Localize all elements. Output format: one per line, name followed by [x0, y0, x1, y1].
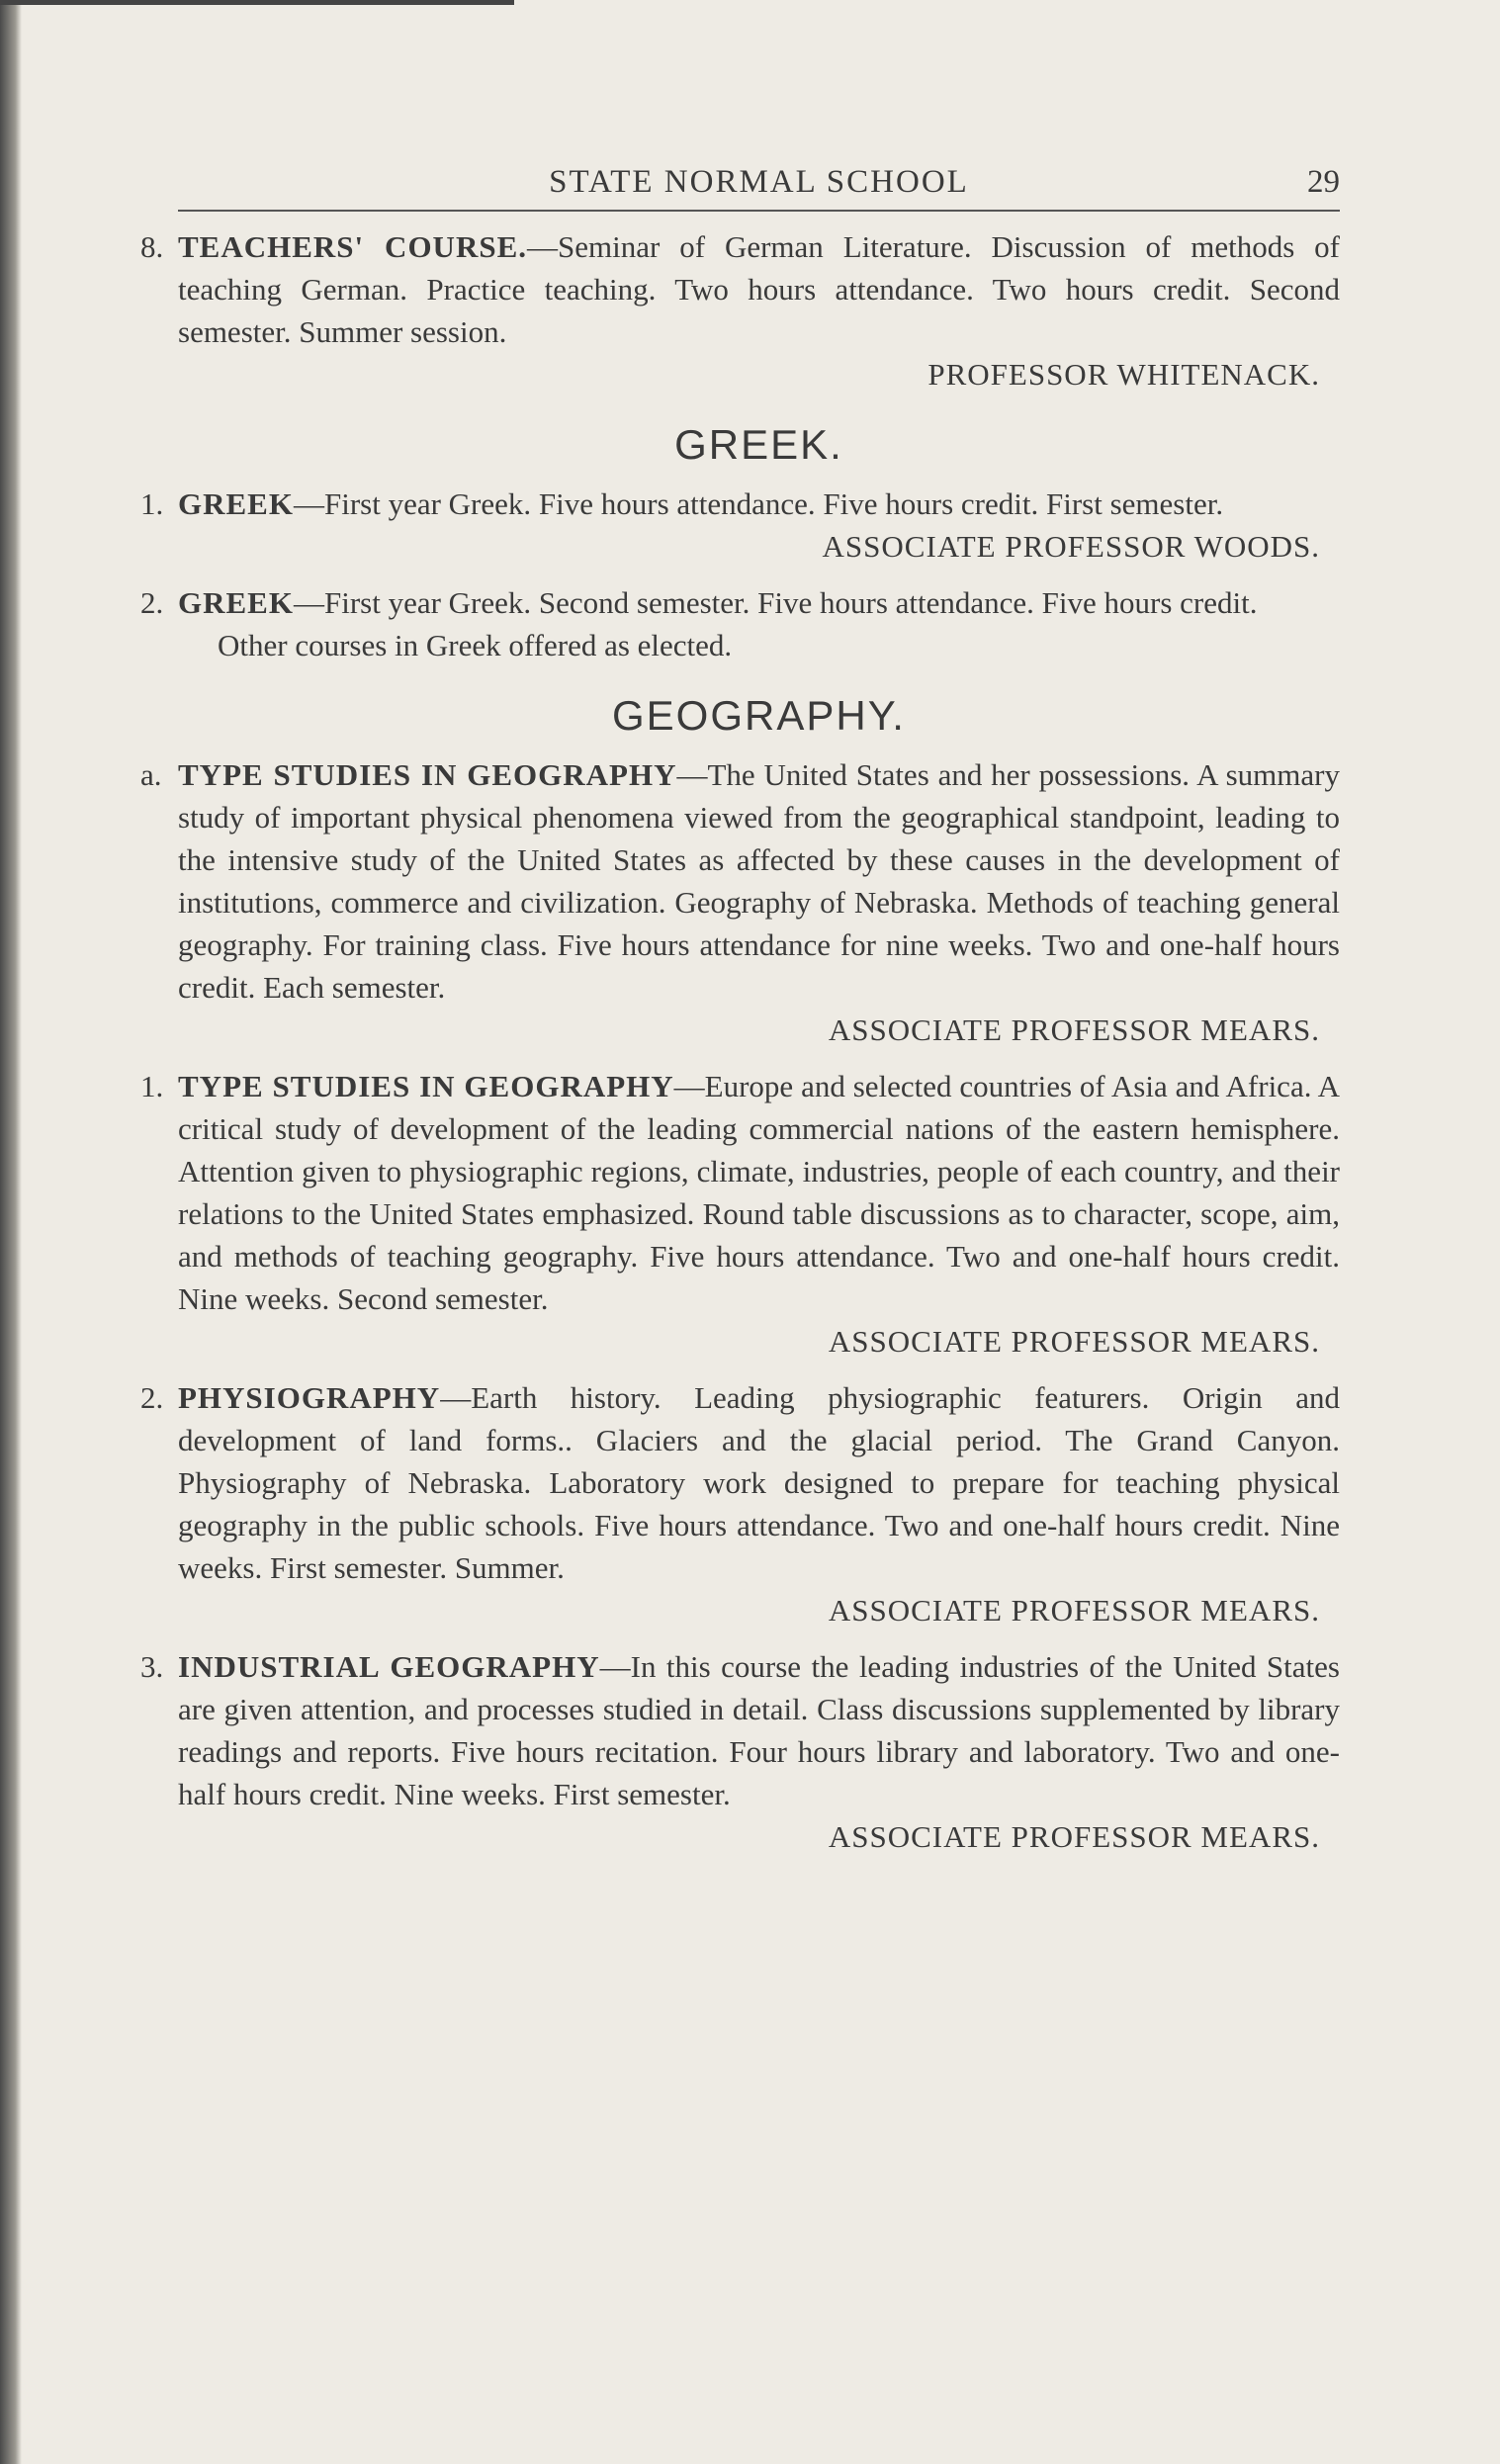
course-entry-geography-a	[140, 753, 1340, 1051]
course-title: TEACHERS' COURSE.	[178, 229, 528, 264]
course-title: TYPE STUDIES IN GEOGRAPHY	[178, 757, 677, 792]
greek-note: Other courses in Greek offered as elected.	[218, 628, 733, 662]
course-description: —The United States and her possessions. A summary study of important physical phenomena viewed from the geographical standpoint, leading to the intensive study of the United States as affected by these causes in the development of institutions, commerce and civilization. Geography of Nebraska. Methods of teaching general geography. For training class. Five hours attendance for nine weeks. Two and one-half hours credit. Each semester.	[178, 757, 1340, 1005]
course-entry-teachers	[140, 225, 1340, 396]
course-text	[178, 1645, 1340, 1815]
course-number: a.	[140, 757, 162, 792]
course-title: GREEK	[178, 486, 294, 521]
course-instructor: ASSOCIATE PROFESSOR MEARS.	[828, 1593, 1320, 1628]
section-heading-greek: GREEK.	[674, 421, 843, 468]
page-number: 29	[1307, 164, 1340, 200]
course-description: —Europe and selected countries of Asia and Africa. A critical study of development of the leading commercial nations of the eastern hemisphere. Attention given to physiographic regions, climate, industries, people of each country, and their relations to the United States emphasized. Round table discussions as to character, scope, aim, and methods of teaching geography. Five hours attendance. Two and one-half hours credit. Nine weeks. Second semester.	[178, 1069, 1341, 1316]
course-description: —Seminar of German Literature. Discussion of methods of teaching German. Practice teaching. Two hours attendance. Two hours credit. Second semester. Summer session.	[178, 229, 1340, 349]
course-instructor: ASSOCIATE PROFESSOR MEARS.	[828, 1012, 1320, 1047]
course-instructor: ASSOCIATE PROFESSOR MEARS.	[828, 1819, 1320, 1854]
course-description: —First year Greek. Five hours attendance. Five hours credit. First semester.	[293, 486, 1224, 521]
course-number: 8.	[140, 229, 164, 264]
running-head-title: STATE NORMAL SCHOOL	[549, 164, 969, 200]
course-text	[178, 753, 1340, 1009]
course-number: 1.	[140, 1069, 164, 1103]
course-text	[178, 1376, 1340, 1589]
course-text	[178, 225, 1340, 353]
course-text	[178, 581, 1340, 624]
course-number: 2.	[140, 1380, 164, 1415]
course-text	[178, 483, 1340, 525]
course-entry-greek-2	[140, 581, 1340, 666]
course-title: PHYSIOGRAPHY	[178, 1380, 441, 1415]
course-title: TYPE STUDIES IN GEOGRAPHY	[178, 1069, 674, 1103]
course-entry-geography-3	[140, 1645, 1340, 1858]
course-number: 2.	[140, 585, 164, 620]
course-entry-greek-1	[140, 483, 1340, 568]
course-entry-geography-2	[140, 1376, 1340, 1631]
page-body	[140, 148, 1341, 1858]
course-instructor: PROFESSOR WHITENACK.	[927, 357, 1320, 392]
book-spine-shadow	[0, 0, 22, 2464]
course-instructor: ASSOCIATE PROFESSOR MEARS.	[828, 1324, 1320, 1359]
running-head	[178, 148, 1340, 212]
course-instructor: ASSOCIATE PROFESSOR WOODS.	[822, 529, 1320, 564]
top-edge-mark	[0, 0, 514, 5]
course-description: —First year Greek. Second semester. Five hours attendance. Five hours credit.	[293, 585, 1258, 620]
course-entry-geography-1	[140, 1065, 1341, 1363]
course-description: —Earth history. Leading physiographic featurers. Origin and development of land forms.. Glaciers and the glacial period. The Grand Canyon. Physiography of Nebraska. Laboratory work designed to prepare for teaching physical geography in the public schools. Five hours attendance. Two and one-half hours credit. Nine weeks. First semester. Summer.	[178, 1380, 1340, 1585]
course-title: INDUSTRIAL GEOGRAPHY	[178, 1649, 600, 1684]
course-number: 3.	[140, 1649, 164, 1684]
course-text	[178, 1065, 1340, 1320]
course-description: —In this course the leading industries of the United States are given attention, and processes studied in detail. Class discussions supplemented by library readings and reports. Five hours recitation. Four hours library and laboratory. Two and one-half hours credit. Nine weeks. First semester.	[178, 1649, 1340, 1811]
course-title: GREEK	[178, 585, 294, 620]
course-number: 1.	[140, 486, 164, 521]
section-heading-geography: GEOGRAPHY.	[612, 692, 906, 739]
